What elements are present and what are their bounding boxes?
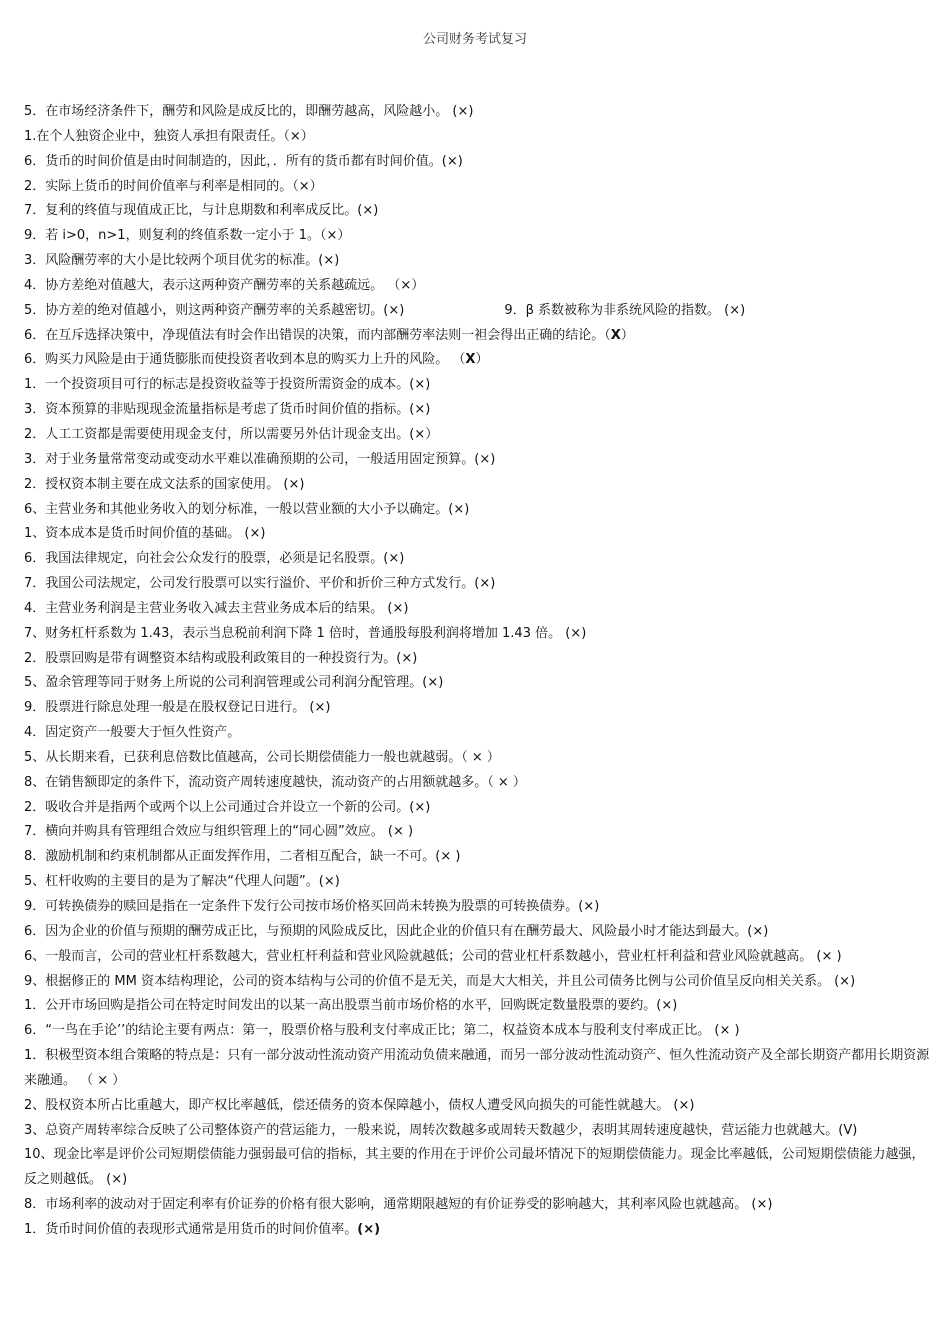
statement-line: 2．吸收合并是指两个或两个以上公司通过合并设立一个新的公司。(×) [24, 799, 431, 815]
statement-line: 5、从长期来看，已获利息倍数比值越高，公司长期偿债能力一般也就越弱。（ × ） [24, 749, 500, 765]
statement-line-double [24, 299, 930, 324]
statement-line: 9、根据修正的 MM 资本结构理论，公司的资本结构与公司的价值不是无关，而是大大相关，并且公司债务比例与公司价值呈反向相关关系。 (×) [24, 973, 856, 989]
statement-line: 3、总资产周转率综合反映了公司整体资产的营运能力，一般来说，周转次数越多或周转天数越少，表明其周转速度越快，营运能力也就越大。(V) [24, 1122, 858, 1138]
answer-mark: X [610, 327, 621, 343]
statement-line: 7．复利的终值与现值成正比，与计息期数和利率成反比。(×) [24, 203, 379, 219]
statement-text: 9．β 系数被称为非系统风险的指数。 (×) [504, 302, 746, 318]
statement-line: 5．在市场经济条件下，酬劳和风险是成反比的，即酬劳越高，风险越小。 (×) [24, 104, 474, 119]
statement-line: 6．货币的时间价值是由时间制造的，因此，．所有的货币都有时间价值。(×) [24, 153, 463, 169]
statement-line [24, 1218, 930, 1243]
statement-text: 6．购买力风险是由于通货膨胀而使投资者收到本息的购买力上升的风险。 （ [24, 352, 466, 368]
statement-line: 3．资本预算的非贴现现金流量指标是考虑了货币时间价值的指标。(×) [24, 402, 431, 418]
statement-line: 4．主营业务利润是主营业务收入减去主营业务成本后的结果。 (×) [24, 600, 409, 616]
statement-line: 6．我国法律规定，向社会公众发行的股票，必须是记名股票。(×) [24, 551, 405, 567]
statement-line: 8、在销售额即定的条件下，流动资产周转速度越快，流动资产的占用额就越多。（ × ） [24, 774, 526, 790]
statement-line: 7、财务杠杆系数为 1.43，表示当息税前利润下降 1 倍时，普通股每股利润将增加 1.43 倍。 (×) [24, 625, 587, 641]
statement-line: 9．可转换债券的赎回是指在一定条件下发行公司按市场价格买回尚未转换为股票的可转换债券。(×) [24, 899, 600, 914]
statement-line: 1．积极型资本组合策略的特点是：只有一部分波动性流动资产用流动负债来融通，而另一部分波动性流动资产、恒久性流动资产及全部长期资产都用长期资源来融通。 （ × ） [24, 1048, 930, 1088]
statement-line: 8．激励机制和约束机制都从正面发挥作用，二者相互配合，缺一不可。(× ) [24, 849, 461, 865]
statement-line: 2．股票回购是带有调整资本结构或股利政策目的一种投资行为。(×) [24, 650, 418, 666]
statement-line: 9．若 i>0，n>1，则复利的终值系数一定小于 1。（×） [24, 228, 351, 244]
statement-line: 7．横向并购具有管理组合效应与组织管理上的“同心圆”效应。 (× ) [24, 824, 414, 840]
statement-line: 1．一个投资项目可行的标志是投资收益等于投资所需资金的成本。(×) [24, 377, 431, 393]
statement-line: 2．授权资本制主要在成文法系的国家使用。 (×) [24, 476, 305, 492]
document-body [24, 100, 930, 1243]
statement-line: 2、股权资本所占比重越大，即产权比率越低，偿还债务的资本保障越小，债权人遭受风向损失的可能性就越大。 (×) [24, 1097, 695, 1113]
statement-line: 6．“一鸟在手论’’的结论主要有两点：第一，股票价格与股利支付率成正比；第二，权益资本成本与股利支付率成正比。 (× ) [24, 1023, 740, 1039]
statement-line [24, 348, 930, 373]
statement-text: 6．在互斥选择决策中，净现值法有时会作出错误的决策，而内部酬劳率法则一袒会得出正确的结论。（ [24, 327, 611, 343]
statement-line: 5、杠杆收购的主要目的是为了解决“代理人问题”。(×) [24, 874, 340, 890]
statement-line: 6．因为企业的价值与预期的酬劳成正比，与预期的风险成反比，因此企业的价值只有在酬劳最大、风险最小时才能达到最大。(×) [24, 923, 769, 939]
statement-line: 1、资本成本是货币时间价值的基础。 (×) [24, 526, 266, 542]
statement-line: 3．风险酬劳率的大小是比较两个项目优劣的标准。(×) [24, 253, 340, 269]
statement-line: 2．实际上货币的时间价值率与利率是相同的。（×） [24, 178, 323, 194]
statement-line: 1.在个人独资企业中，独资人承担有限责任。（×） [24, 128, 314, 144]
statement-text: 5．协方差的绝对值越小，则这两种资产酬劳率的关系越密切。(×) [24, 302, 405, 318]
statement-line: 2．人工工资都是需要使用现金支付，所以需要另外估计现金支出。(×） [24, 426, 439, 442]
statement-text: ） [475, 352, 489, 368]
statement-line: 10、现金比率是评价公司短期偿债能力强弱最可信的指标，其主要的作用在于评价公司最坏情况下的短期偿债能力。现金比率越低，公司短期偿债能力越强，反之则越低。 (×) [24, 1147, 925, 1188]
answer-mark: (×) [357, 1221, 381, 1237]
statement-line: 8．市场利率的波动对于固定利率有价证券的价格有很大影响，通常期限越短的有价证券受的影响越大，其利率风险也就越高。 (×) [24, 1197, 773, 1213]
answer-mark: X [465, 352, 476, 368]
statement-line: 6、一般而言，公司的营业杠杆系数越大，营业杠杆利益和营业风险就越低；公司的营业杠杆系数越小，营业杠杆利益和营业风险就越高。 (× ) [24, 948, 842, 964]
statement-line [24, 324, 930, 349]
statement-line: 5、盈余管理等同于财务上所说的公司利润管理或公司利润分配管理。(×) [24, 675, 444, 691]
statement-line: 4．协方差绝对值越大，表示这两种资产酬劳率的关系越疏远。 （×） [24, 277, 425, 293]
page-header-title: 公司财务考试复习 [422, 32, 527, 47]
statement-line: 9．股票进行除息处理一般是在股权登记日进行。 (×) [24, 700, 331, 716]
statement-text: 1．货币时间价值的表现形式通常是用货币的时间价值率。 [24, 1221, 358, 1237]
statement-line: 3．对于业务量常常变动或变动水平难以准确预期的公司，一般适用固定预算。(×) [24, 451, 496, 467]
statement-text: ） [620, 327, 634, 343]
statement-line: 7．我国公司法规定，公司发行股票可以实行溢价、平价和折价三种方式发行。(×) [24, 576, 496, 592]
statement-line: 4．固定资产一般要大于恒久性资产。 [24, 725, 241, 741]
statement-line: 1．公开市场回购是指公司在特定时间发出的以某一高出股票当前市场价格的水平，回购既定数量股票的要约。(×) [24, 998, 678, 1014]
statement-line: 6、主营业务和其他业务收入的划分标准，一般以营业额的大小予以确定。(×) [24, 501, 470, 517]
